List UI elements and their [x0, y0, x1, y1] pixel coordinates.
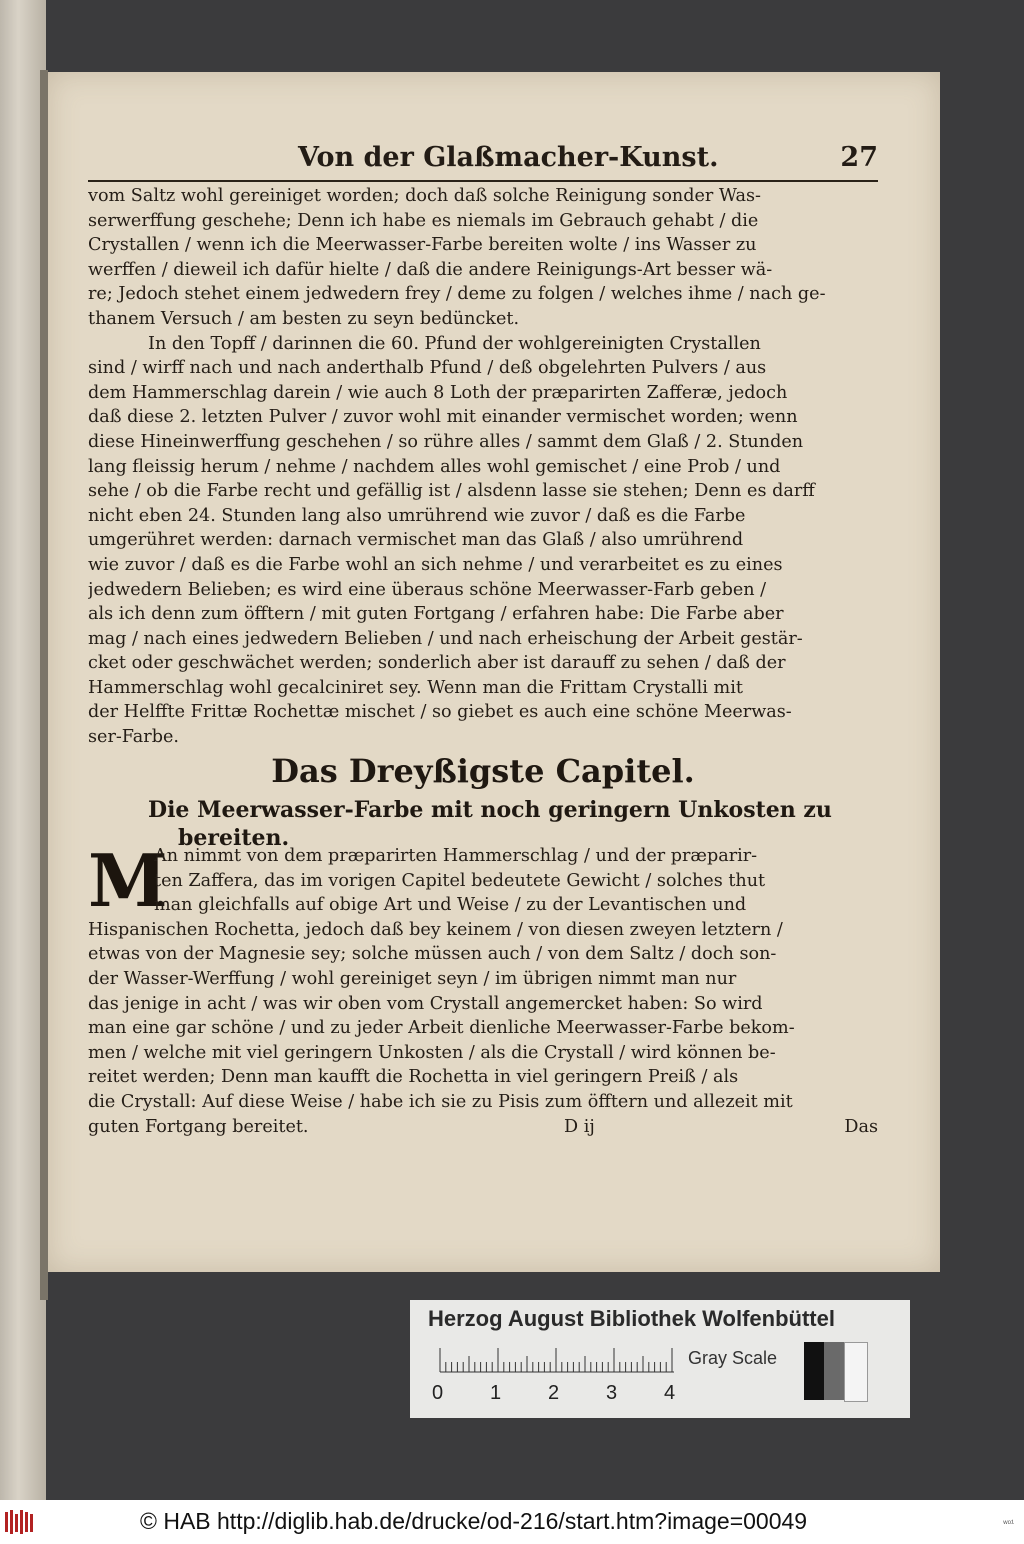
- text-line: reitet werden; Denn man kaufft die Rochetta in viel geringern Preiß / als: [88, 1067, 739, 1088]
- library-name: Herzog August Bibliothek Wolfenbüttel: [428, 1306, 835, 1331]
- swatch-gray: [824, 1342, 844, 1400]
- text-line: etwas von der Magnesie sey; solche müssen auch / von dem Saltz / doch son-: [88, 944, 777, 965]
- text-line: diese Hineinwerffung geschehen / so rühre alles / sammt dem Glaß / 2. Stunden: [88, 431, 804, 452]
- catchword: Das: [844, 1116, 878, 1137]
- text-line: Hammerschlag wohl gecalciniret sey. Wenn man die Frittam Crystalli mit: [88, 677, 743, 698]
- hab-logo-icon: [4, 1508, 38, 1536]
- text-line: sehe / ob die Farbe recht und gefällig ist / alsdenn lasse sie stehen; Denn es darff: [88, 481, 815, 502]
- text-line: sind / wirff nach und nach anderthalb Pfund / deß obgelehrten Pulvers / aus: [88, 358, 767, 379]
- text-line: In den Topff / darinnen die 60. Pfund der wohlgereinigten Crystallen: [148, 333, 761, 354]
- text-line: man eine gar schöne / und zu jeder Arbeit dienliche Meerwasser-Farbe bekom-: [88, 1018, 795, 1039]
- text-line: An nimmt von dem præparirten Hammerschlag / und der præparir-: [154, 846, 758, 866]
- text-line: umgerühret werden: darnach vermischet man das Glaß / also umrührend: [88, 530, 744, 551]
- running-title: Von der Glaßmacher-Kunst.: [298, 142, 719, 173]
- text-line: cket oder geschwächet werden; sonderlich aber ist darauff zu sehen / daß der: [88, 653, 786, 674]
- running-head: [298, 142, 878, 182]
- book-page: [48, 72, 940, 1272]
- text-line: die Crystall: Auf diese Weise / habe ich sie zu Pisis zum öfftern und allezeit mit: [88, 1091, 793, 1112]
- text-line: jedwedern Belieben; es wird eine überaus schöne Meerwasser-Farb geben /: [88, 579, 767, 600]
- drop-initial: M: [88, 838, 168, 923]
- text-line: lang fleissig herum / nehme / nachdem alles wohl gemischet / eine Prob / und: [88, 456, 781, 477]
- text-line: dem Hammerschlag darein / wie auch 8 Loth der præparirten Zafferæ, jedoch: [88, 382, 788, 403]
- swatch-black: [804, 1342, 824, 1400]
- ruler-number: 3: [606, 1382, 618, 1404]
- text-line: thanem Versuch / am besten zu seyn bedüncket.: [88, 308, 520, 329]
- text-line: ten Zaffera, das im vorigen Capitel bedeutete Gewicht / solches thut: [154, 870, 766, 891]
- text-line: ser-Farbe.: [88, 727, 179, 748]
- text-line: das jenige in acht / was wir oben vom Crystall angemercket haben: So wird: [88, 993, 763, 1014]
- text-line: der Wasser-Werffung / wohl gereiniget seyn / im übrigen nimmt man nur: [88, 968, 737, 989]
- text-line: werffen / dieweil ich dafür hielte / daß die andere Reinigungs-Art besser wä-: [88, 259, 773, 280]
- ruler-scale: [434, 1346, 682, 1374]
- text-line: als ich denn zum öfftern / mit guten Fortgang / erfahren habe: Die Farbe aber: [88, 604, 784, 625]
- text-line: Hispanischen Rochetta, jedoch daß bey keinem / von diesen zweyen letztern /: [88, 919, 783, 940]
- text-line: guten Fortgang bereitet.: [88, 1116, 309, 1137]
- binding-gutter: [40, 70, 48, 1300]
- text-line: Crystallen / wenn ich die Meerwasser-Farbe bereiten wolte / ins Wasser zu: [88, 235, 757, 256]
- gray-scale-label: Gray Scale: [688, 1348, 778, 1368]
- footer-mark-icon: ʷᵒ¹: [1003, 1518, 1014, 1528]
- text-line: man gleichfalls auf obige Art und Weise / zu der Levantischen und: [154, 895, 747, 916]
- text-line: der Helffte Frittæ Rochettæ mischet / so giebet es auch eine schöne Meerwas-: [88, 702, 792, 723]
- text-line: serwerffung geschehe; Denn ich habe es niemals im Gebrauch gehabt / die: [88, 210, 759, 231]
- chapter-title: Das Dreyßigste Capitel.: [271, 752, 695, 790]
- ruler-number: 4: [664, 1382, 676, 1404]
- copyright-url: © HAB http://diglib.hab.de/drucke/od-216/start.htm?image=00049: [140, 1508, 808, 1534]
- chapter-subtitle-line-2: bereiten.: [178, 825, 290, 851]
- text-line: daß diese 2. letzten Pulver / zuvor wohl mit einander vermischet worden; wenn: [88, 407, 798, 428]
- library-color-card: [410, 1300, 910, 1418]
- ruler-numbers: [430, 1382, 700, 1406]
- ruler-number: 2: [548, 1382, 560, 1404]
- text-line: vom Saltz wohl gereiniget worden; doch daß solche Reinigung sonder Was-: [88, 186, 761, 206]
- head-rule: [88, 180, 878, 182]
- swatch-white: [844, 1342, 868, 1402]
- footer-bar: [0, 1500, 1024, 1544]
- text-line: mag / nach eines jedwedern Belieben / und nach erheischung der Arbeit gestär-: [88, 628, 803, 649]
- ruler-number: 1: [490, 1382, 502, 1404]
- page-number: 27: [840, 142, 878, 173]
- text-line: men / welche mit viel geringern Unkosten / als die Crystall / wird können be-: [88, 1042, 776, 1063]
- ruler-number: 0: [432, 1382, 444, 1404]
- last-line: [88, 1115, 878, 1140]
- chapter-subtitle-line-1: Die Meerwasser-Farbe mit noch geringern Unkosten zu: [148, 797, 832, 823]
- text-block-1: [88, 184, 878, 750]
- signature-mark: D ij: [564, 1116, 595, 1137]
- text-line: wie zuvor / daß es die Farbe wohl an sich nehme / und verarbeitet es zu eines: [88, 554, 783, 575]
- text-line: nicht eben 24. Stunden lang also umrührend wie zuvor / daß es die Farbe: [88, 505, 746, 526]
- text-line: re; Jedoch stehet einem jedwedern frey / deme zu folgen / welches ihme / nach ge-: [88, 284, 826, 305]
